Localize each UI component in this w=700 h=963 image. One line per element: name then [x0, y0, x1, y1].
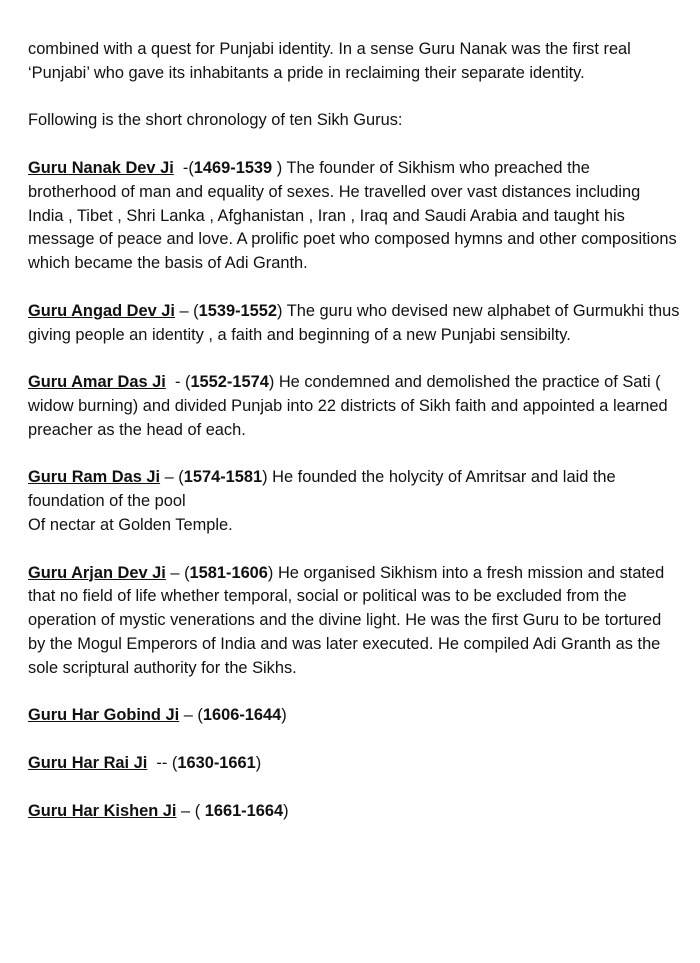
guru-dates-prefix: – ( — [165, 563, 190, 582]
guru-dates: 1630-1661 — [177, 753, 256, 772]
guru-dates-suffix: ) — [268, 373, 279, 392]
guru-name: Guru Har Gobind Ji — [28, 706, 180, 725]
guru-dates-prefix: -- ( — [147, 753, 178, 772]
guru-description-line2: Of nectar at Golden Temple. — [28, 515, 233, 534]
guru-dates-prefix: -( — [173, 158, 194, 177]
guru-description: He condemned and demolished the practice of Sati ( widow burning) and divided Punjab into 22 districts of Sikh faith and appointed a learned preacher as the head of each. — [28, 373, 668, 439]
guru-name: Guru Angad Dev Ji — [28, 301, 175, 320]
document-page — [28, 38, 680, 847]
guru-name: Guru Ram Das Ji — [28, 468, 161, 487]
guru-name: Guru Har Kishen Ji — [28, 801, 177, 820]
chronology-heading — [28, 109, 680, 133]
guru-entry-har-gobind — [28, 704, 680, 728]
guru-entry-nanak — [28, 157, 680, 276]
intro-text: combined with a quest for Punjabi identity. In a sense Guru Nanak was the first real ‘Punjabi’ who gave its inhabitants a pride in reclaiming their separate identity. — [28, 40, 631, 82]
guru-name: Guru Har Rai Ji — [28, 753, 148, 772]
guru-dates-suffix: ) — [267, 563, 278, 582]
guru-entry-arjan — [28, 562, 680, 681]
guru-dates: 1539-1552 — [198, 301, 278, 320]
guru-dates-prefix: – ( — [179, 706, 203, 725]
intro-paragraph — [28, 38, 680, 86]
guru-dates-suffix: ) — [272, 158, 287, 177]
guru-description: He organised Sikhism into a fresh mission and stated that no field of life whether temporal, social or political was to be excluded from the operation of mystic venerations and the divine light. He was the first Guru to be tortured by the Mogul Emperors of India and was later executed. He compiled Adi Granth as the sole scriptural authority for the Sikhs. — [28, 563, 665, 677]
guru-dates-suffix: ) — [281, 706, 287, 725]
guru-entry-amar-das — [28, 371, 680, 442]
guru-name: Guru Nanak Dev Ji — [28, 158, 174, 177]
guru-name: Guru Amar Das Ji — [28, 373, 166, 392]
guru-dates: 1606-1644 — [202, 706, 282, 725]
guru-dates: 1581-1606 — [189, 563, 268, 582]
guru-dates: 1574-1581 — [183, 468, 263, 487]
guru-dates: 1661-1664 — [204, 801, 284, 820]
guru-description: The guru who devised new alphabet of Gurmukhi thus giving people an identity , a faith and beginning of a new Punjabi sensibilty. — [28, 301, 680, 344]
guru-dates-prefix: – ( — [160, 468, 184, 487]
guru-dates-prefix: - ( — [165, 373, 191, 392]
guru-description: The founder of Sikhism who preached the brotherhood of man and equality of sexes. He travelled over vast distances including India , Tibet , Shri Lanka , Afghanistan , Iran , Iraq and Saudi Arabia and taught his message of peace and love. A prolific poet who composed hymns and other compositions which became the basis of Adi Granth. — [28, 158, 677, 273]
guru-dates-suffix: ) — [255, 753, 262, 772]
guru-name: Guru Arjan Dev Ji — [28, 563, 166, 582]
guru-dates: 1552-1574 — [190, 373, 269, 392]
guru-dates-suffix: ) — [277, 301, 287, 320]
guru-dates-prefix: – ( — [176, 801, 205, 820]
guru-description: He founded the holycity of Amritsar and laid the foundation of the pool — [28, 468, 616, 511]
guru-entry-har-rai — [28, 752, 680, 776]
guru-dates-suffix: ) — [283, 801, 289, 820]
guru-dates-prefix: – ( — [174, 301, 199, 320]
guru-dates-suffix: ) — [262, 468, 273, 487]
guru-entry-ram-das — [28, 466, 680, 537]
guru-dates: 1469-1539 — [193, 158, 273, 177]
guru-entry-har-kishen — [28, 800, 680, 824]
guru-entry-angad — [28, 300, 680, 348]
chronology-heading-text: Following is the short chronology of ten Sikh Gurus: — [28, 111, 403, 130]
